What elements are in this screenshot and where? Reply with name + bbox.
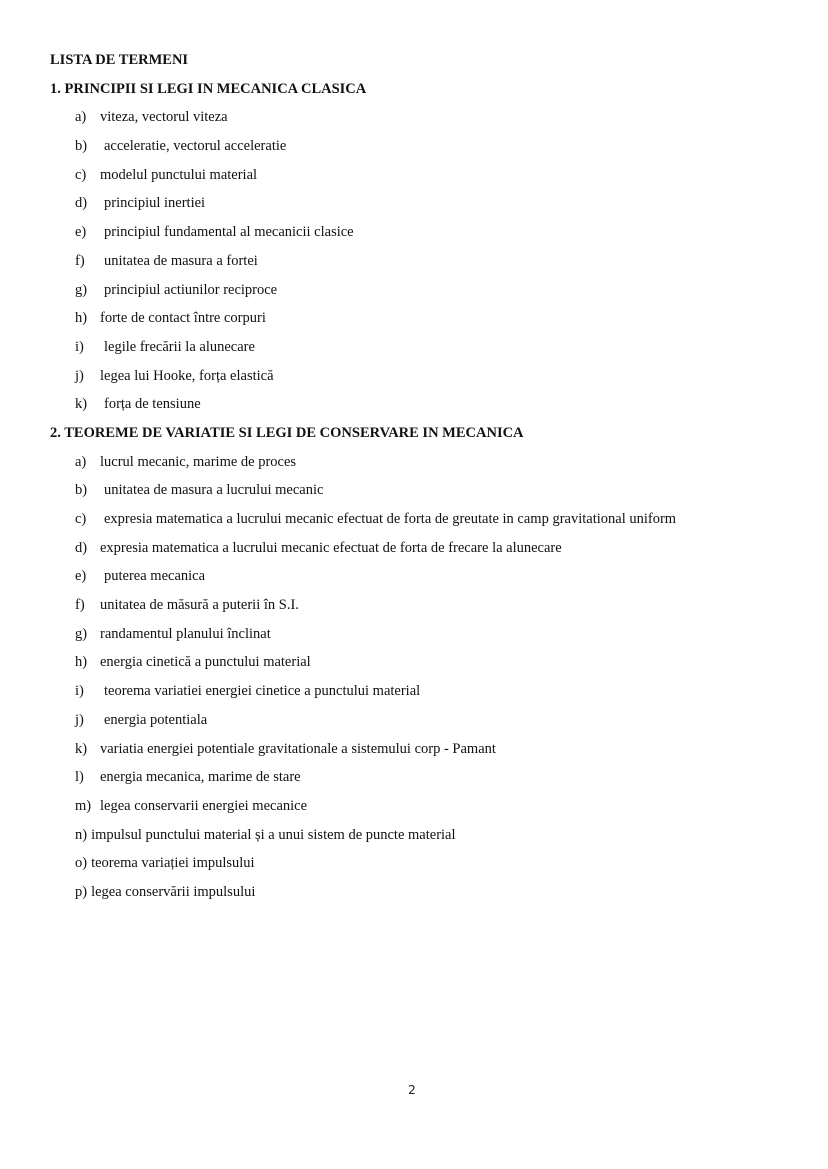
list-item	[50, 849, 818, 878]
list-item-label: j)	[75, 711, 84, 728]
list-item-label: c)	[75, 166, 87, 183]
list-item	[50, 390, 818, 419]
list-item-text: teorema variatiei energiei cinetice a punctului material	[104, 683, 421, 700]
list-item	[50, 247, 818, 276]
list-item-text: expresia matematica a lucrului mecanic efectuat de forta de frecare la alunecare	[100, 539, 562, 556]
list-item-text: modelul punctului material	[100, 166, 258, 183]
list-item-text: forța de tensiune	[104, 396, 201, 413]
list-item	[50, 763, 818, 792]
list-item-label: g)	[75, 625, 88, 642]
list-item	[50, 161, 818, 190]
list-item-text: principiul inertiei	[104, 195, 206, 212]
list-item-label: d)	[75, 539, 88, 556]
list-item-label: d)	[75, 195, 88, 212]
list-item-text: unitatea de masura a fortei	[104, 252, 258, 269]
list-item	[50, 562, 818, 591]
list-item-label: b)	[75, 138, 88, 155]
list-item-text: legile frecării la alunecare	[104, 338, 255, 355]
list-item-label: m)	[75, 797, 92, 814]
list-item-label: c)	[75, 511, 87, 527]
list-item	[50, 648, 818, 677]
document-page	[50, 46, 818, 907]
list-item-text: puterea mecanica	[104, 568, 206, 585]
list-item-text: impulsul punctului material și a unui sistem de puncte material	[91, 826, 456, 843]
list-item-text: variatia energiei potentiale gravitationale a sistemului corp - Pamant	[100, 740, 496, 757]
list-item-label: k)	[75, 740, 88, 757]
list-item	[50, 333, 818, 362]
page-number	[0, 1083, 828, 1097]
list-item	[50, 821, 818, 850]
list-item	[50, 448, 818, 477]
list-item-text: unitatea de măsură a puterii în S.I.	[100, 597, 299, 614]
section-heading: 1. PRINCIPII SI LEGI IN MECANICA CLASICA	[50, 80, 367, 97]
page-number-text: 2	[408, 1083, 416, 1097]
list-item-text: expresia matematica a lucrului mecanic efectuat de forta de greutate in camp gravitational uniform	[104, 511, 677, 527]
list-item	[50, 792, 818, 821]
list-item-label: h)	[75, 310, 88, 327]
list-item-text: energia potentiala	[104, 711, 208, 728]
list-item	[50, 620, 818, 649]
list-item-text: legea lui Hooke, forța elastică	[100, 367, 274, 384]
list-item-label: o)	[75, 855, 88, 872]
list-item-label: f)	[75, 597, 85, 614]
list-item	[50, 706, 818, 735]
list-item-text: principiul actiunilor reciproce	[104, 281, 278, 298]
list-item	[50, 362, 818, 391]
list-item	[50, 218, 818, 247]
list-item-text: energia cinetică a punctului material	[100, 654, 311, 671]
list-item	[50, 534, 818, 563]
list-item	[50, 132, 818, 161]
list-item-label: e)	[75, 568, 87, 585]
list-item	[50, 276, 818, 305]
list-item-text: acceleratie, vectorul acceleratie	[104, 138, 287, 155]
list-item-text: viteza, vectorul viteza	[100, 109, 228, 126]
list-item	[50, 677, 818, 706]
document-title: LISTA DE TERMENI	[50, 52, 189, 68]
list-item	[50, 189, 818, 218]
list-item-label: a)	[75, 453, 87, 470]
list-item-text: forte de contact între corpuri	[100, 310, 266, 327]
list-item-label: b)	[75, 482, 88, 499]
section-heading: 2. TEOREME DE VARIATIE SI LEGI DE CONSERVARE IN MECANICA	[50, 424, 524, 441]
term-sections	[50, 75, 818, 907]
list-item-label: p)	[75, 883, 88, 900]
list-item	[50, 304, 818, 333]
list-item	[50, 591, 818, 620]
list-item	[50, 476, 818, 505]
list-item-label: g)	[75, 281, 88, 298]
list-item	[50, 878, 818, 907]
list-item-text: legea conservarii energiei mecanice	[100, 797, 308, 814]
list-item-label: j)	[75, 367, 84, 384]
list-item-label: k)	[75, 396, 88, 413]
list-item	[50, 505, 818, 534]
list-item-text: teorema variației impulsului	[91, 855, 255, 872]
list-item-label: f)	[75, 252, 85, 269]
list-item-label: l)	[75, 769, 84, 786]
list-item	[50, 735, 818, 764]
list-item-label: n)	[75, 826, 88, 843]
list-item-label: i)	[75, 338, 84, 355]
list-item-text: principiul fundamental al mecanicii clasice	[104, 224, 354, 241]
list-item-label: e)	[75, 224, 87, 241]
list-item-label: a)	[75, 109, 87, 126]
list-item-text: energia mecanica, marime de stare	[100, 769, 301, 786]
list-item-text: lucrul mecanic, marime de proces	[100, 453, 297, 470]
list-item-label: i)	[75, 683, 84, 700]
list-item-text: legea conservării impulsului	[91, 883, 256, 900]
list-item-text: randamentul planului înclinat	[100, 625, 271, 642]
list-item-text: unitatea de masura a lucrului mecanic	[104, 482, 324, 499]
list-item-label: h)	[75, 654, 88, 671]
list-item	[50, 103, 818, 132]
